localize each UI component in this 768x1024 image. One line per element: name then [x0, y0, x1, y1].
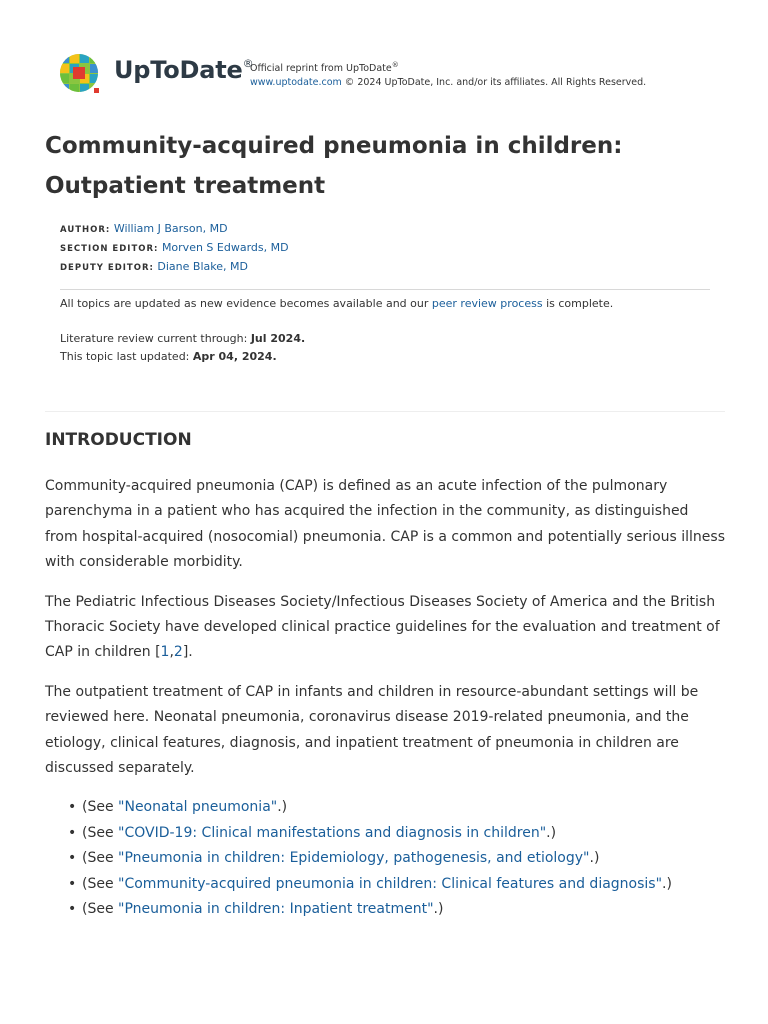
list-item: • (See "Neonatal pneumonia".) — [82, 795, 725, 820]
reprint-notice: Official reprint from UpToDate® www.uptodate.com © 2024 UpToDate, Inc. and/or its affiliates. All Rights Reserved. — [250, 61, 647, 89]
uptodate-logo-icon — [58, 52, 100, 94]
literature-review-date: Literature review current through: Jul 2024. — [60, 332, 306, 345]
credit-section-editor: SECTION EDITOR: Morven S Edwards, MD — [60, 241, 289, 254]
topic-link-inpatient-treatment[interactable]: "Pneumonia in children: Inpatient treatment" — [118, 901, 434, 918]
see-also-list — [45, 795, 725, 922]
credit-author: AUTHOR: William J Barson, MD — [60, 222, 228, 235]
topic-link-covid-children[interactable]: "COVID-19: Clinical manifestations and diagnosis in children" — [118, 824, 547, 841]
paragraph: The outpatient treatment of CAP in infants and children in resource-abundant settings will be reviewed here. Neonatal pneumonia, coronavirus disease 2019-related pneumonia, and the etiology, clinical features, diagnosis, and inpatient treatment of pneumonia in children are discussed separately. — [45, 683, 699, 777]
last-updated-date: This topic last updated: Apr 04, 2024. — [60, 350, 277, 363]
topic-link-neonatal-pneumonia[interactable]: "Neonatal pneumonia" — [118, 799, 278, 816]
peer-review-link[interactable]: peer review process — [431, 297, 543, 310]
divider — [60, 289, 710, 290]
topic-update-note: All topics are updated as new evidence becomes available and our peer review process is complete. — [60, 297, 614, 310]
list-item: • (See "COVID-19: Clinical manifestations and diagnosis in children".) — [82, 821, 725, 846]
credit-deputy-editor: DEPUTY EDITOR: Diane Blake, MD — [60, 260, 248, 273]
reference-link-1[interactable]: 1 — [160, 644, 170, 661]
list-item: • (See "Pneumonia in children: Epidemiology, pathogenesis, and etiology".) — [82, 846, 725, 871]
page-title: Community-acquired pneumonia in children: Outpatient treatment — [45, 133, 623, 199]
introduction-body — [45, 474, 725, 923]
copyright-text: © 2024 UpToDate, Inc. and/or its affiliates. All Rights Reserved. — [341, 77, 647, 89]
section-editor-link[interactable]: Morven S Edwards, MD — [161, 241, 289, 254]
paragraph: The Pediatric Infectious Diseases Society/Infectious Diseases Society of America and the British Thoracic Society have developed clinical practice guidelines for the evaluation and treatment of CAP in children [1,2]. — [45, 593, 720, 661]
reference-link-2[interactable]: 2 — [173, 644, 183, 661]
list-item: • (See "Pneumonia in children: Inpatient treatment".) — [82, 897, 725, 922]
uptodate-site-link[interactable]: www.uptodate.com — [250, 77, 342, 89]
deputy-editor-link[interactable]: Diane Blake, MD — [157, 260, 248, 273]
brand-name: UpToDate® — [114, 56, 254, 84]
topic-link-cap-clinical-features[interactable]: "Community-acquired pneumonia in children: Clinical features and diagnosis" — [118, 875, 663, 892]
paragraph: Community-acquired pneumonia (CAP) is defined as an acute infection of the pulmonary parenchyma in a patient who has acquired the infection in the community, as distinguished from hospital-acquired (nosocomial) pneumonia. CAP is a common and potentially serious illness with considerable morbidity. — [45, 478, 725, 571]
page-header — [58, 52, 738, 94]
section-divider — [45, 411, 725, 412]
section-heading-introduction: INTRODUCTION — [45, 430, 192, 450]
review-dates — [60, 330, 305, 366]
author-credits — [60, 220, 289, 277]
author-link[interactable]: William J Barson, MD — [113, 222, 228, 235]
topic-link-pneumonia-epidemiology[interactable]: "Pneumonia in children: Epidemiology, pathogenesis, and etiology" — [118, 850, 590, 867]
list-item: • (See "Community-acquired pneumonia in children: Clinical features and diagnosis".) — [82, 872, 725, 897]
